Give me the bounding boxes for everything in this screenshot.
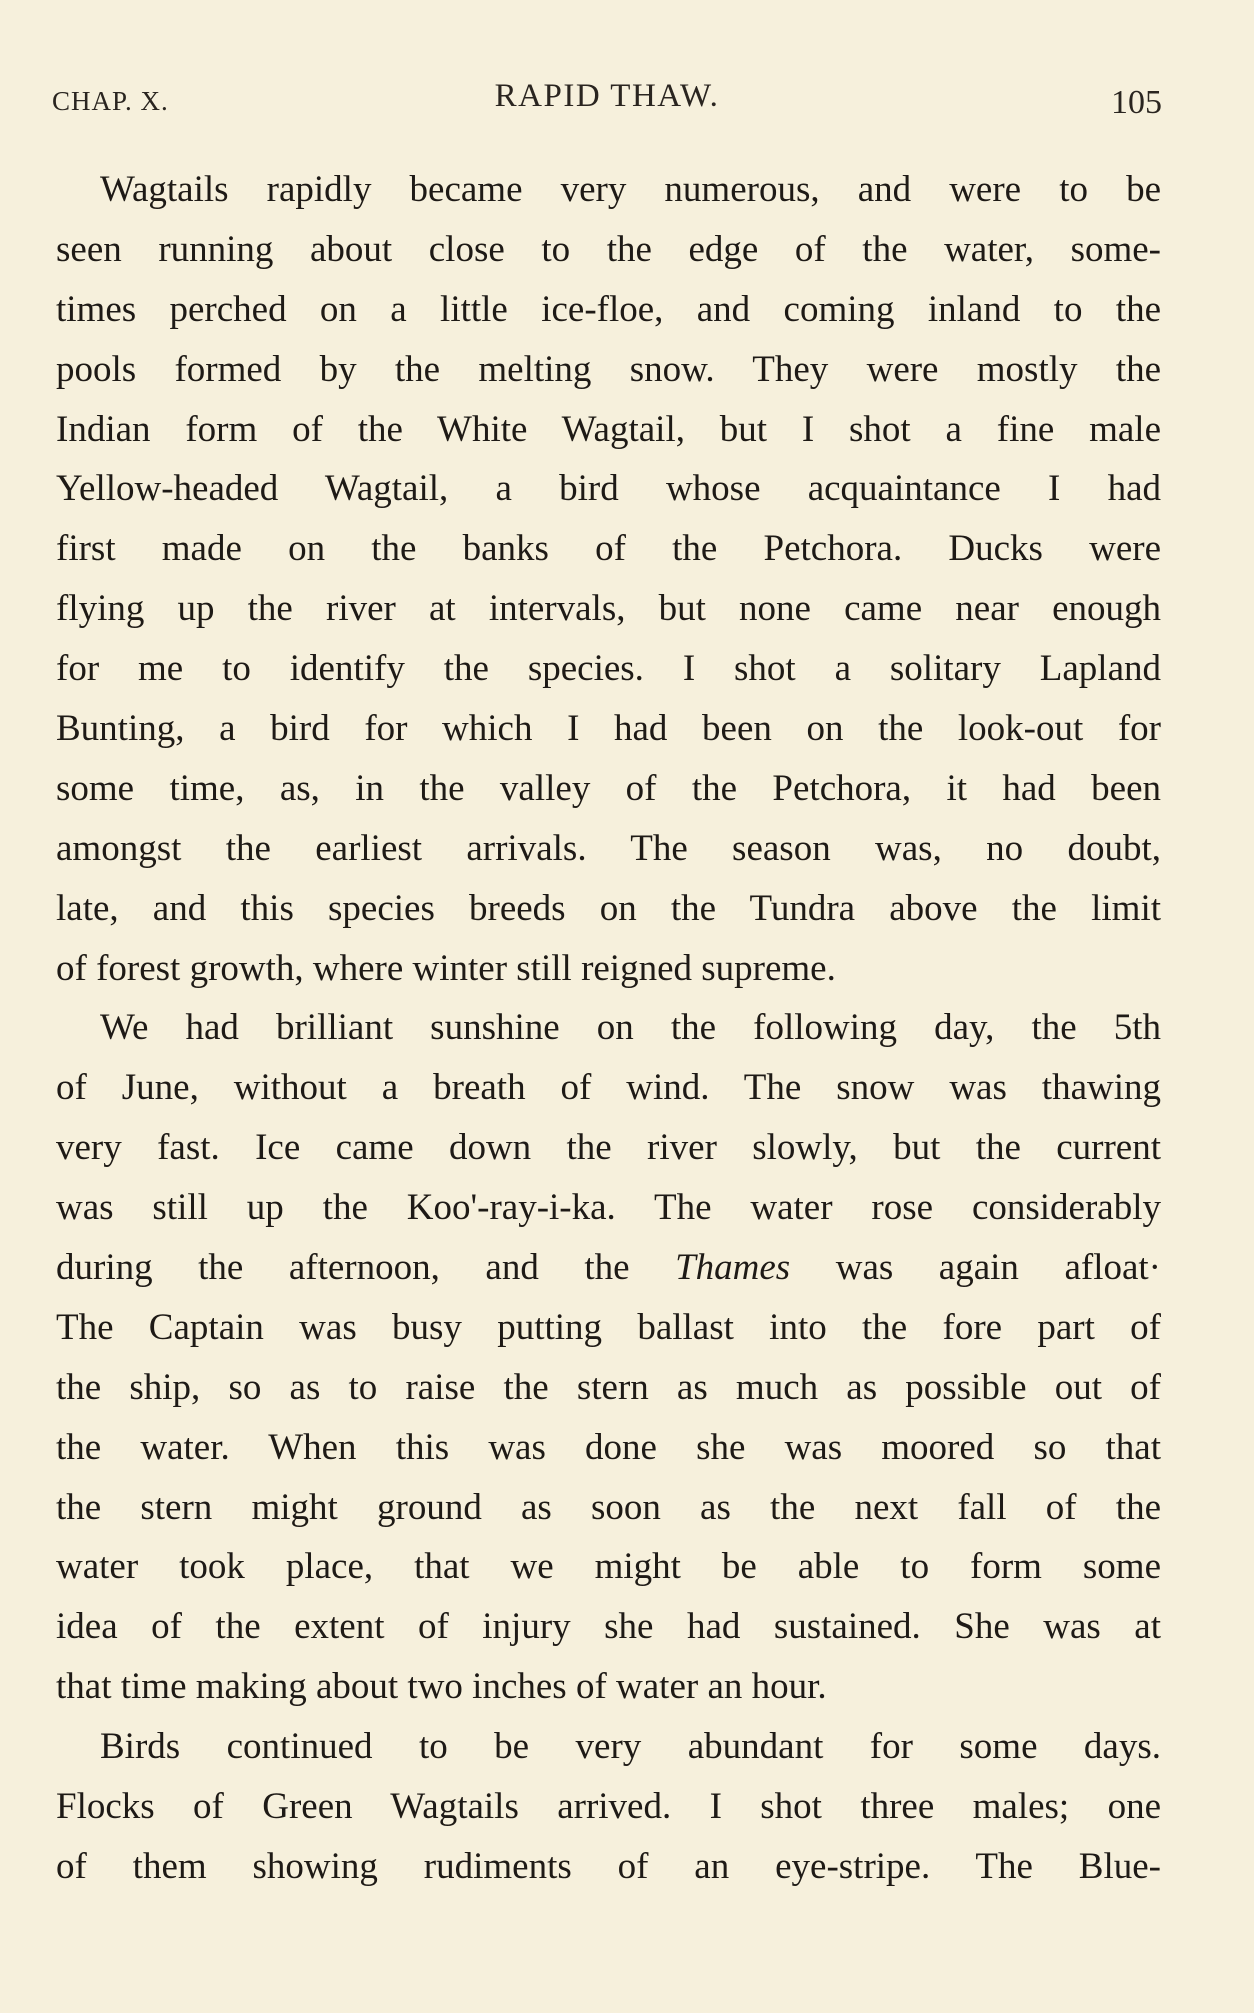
text-line: Flocks of Green Wagtails arrived. I shot three males; one [56,1786,1161,1828]
running-header [52,78,1162,128]
text-line: Wagtails rapidly became very numerous, and were to be [100,169,1161,210]
text-segment: was again afloat· [790,1247,1161,1289]
text-line: was still up the Koo'-ray-i-ka. The water rose considerably [56,1187,1161,1229]
text-line: pools formed by the melting snow. They were mostly the [56,348,1161,390]
text-line: water took place, that we might be able to form some [56,1546,1161,1588]
text-line: Yellow-headed Wagtail, a bird whose acquaintance I had [56,468,1161,510]
text-line: The Captain was busy putting ballast into the fore part of [56,1306,1161,1348]
text-line: very fast. Ice came down the river slowly, but the current [56,1127,1161,1169]
text-line [56,1238,1161,1298]
text-line: first made on the banks of the Petchora. Ducks were [56,528,1161,570]
text-line: amongst the earliest arrivals. The season was, no doubt, [56,827,1161,869]
ship-name: Thames [675,1247,791,1289]
text-line: of June, without a breath of wind. The snow was thawing [56,1067,1161,1109]
text-line: of them showing rudiments of an eye-stripe. The Blue- [56,1845,1161,1887]
text-line: for me to identify the species. I shot a solitary Lapland [56,648,1161,690]
chapter-label: CHAP. X. [52,86,169,116]
page-number: 105 [1111,84,1162,121]
text-line: late, and this species breeds on the Tundra above the limit [56,887,1161,929]
text-line: that time making about two inches of water an hour. [56,1666,827,1708]
text-line: the stern might ground as soon as the next fall of the [56,1486,1161,1528]
text-line: We had brilliant sunshine on the following day, the 5th [100,1007,1161,1049]
text-line: the ship, so as to raise the stern as much as possible out of [56,1366,1161,1408]
text-line: times perched on a little ice-floe, and coming inland to the [56,288,1161,330]
text-line: flying up the river at intervals, but none came near enough [56,588,1161,630]
text-line: Birds continued to be very abundant for some days. [100,1726,1161,1768]
text-line: the water. When this was done she was moored so that [56,1426,1161,1468]
text-line: some time, as, in the valley of the Petchora, it had been [56,767,1161,809]
text-line: of forest growth, where winter still reigned supreme. [56,947,836,989]
text-segment: during the afternoon, and the [56,1247,676,1289]
text-line: Indian form of the White Wagtail, but I shot a fine male [56,408,1161,450]
text-line: Bunting, a bird for which I had been on the look-out for [56,708,1161,750]
text-line: seen running about close to the edge of the water, some- [56,228,1161,270]
text-line: idea of the extent of injury she had sustained. She was at [56,1606,1161,1648]
running-title: RAPID THAW. [494,78,720,114]
body-text [56,160,1161,1897]
